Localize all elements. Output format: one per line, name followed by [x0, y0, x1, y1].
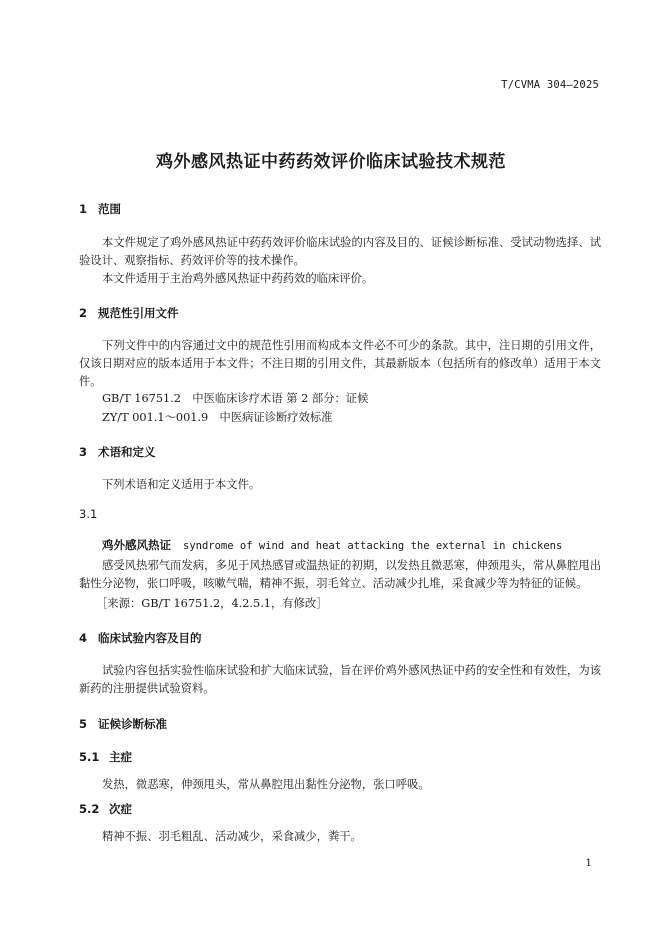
- term-entry: [102, 537, 562, 553]
- term-english: syndrome of wind and heat attacking the external in chickens: [183, 540, 563, 552]
- section-number: 5: [79, 717, 88, 731]
- section-title: 规范性引用文件: [98, 306, 179, 320]
- term-chinese: 鸡外感风热证: [102, 538, 171, 552]
- section-4-paragraph-1: 试验内容包括实验性临床试验和扩大临床试验，旨在评价鸡外感风热证中药的安全性和有效性，为该新药的注册提供试验资料。: [79, 664, 601, 695]
- section-2-paragraph-1: 下列文件中的内容通过文中的规范性引用而构成本文件必不可少的条款。其中，注日期的引用文件，仅该日期对应的版本适用于本文件；不注日期的引用文件，其最新版本（包括所有的修改单）适用于本文件。: [79, 339, 601, 388]
- subsection-5-2-text: 精神不振、羽毛粗乱、活动减少，采食减少，粪干。: [102, 830, 362, 843]
- section-4-heading: [79, 630, 202, 646]
- subsection-5-2-heading: [79, 801, 132, 817]
- subsection-number: 5.1: [79, 750, 100, 764]
- subsection-5-1-heading: [79, 749, 132, 765]
- standard-code: T/CVMA 304—2025: [501, 79, 599, 91]
- section-title: 术语和定义: [98, 445, 156, 459]
- subsection-3-1-number: 3.1: [79, 507, 98, 521]
- subsection-number: 5.2: [79, 802, 100, 816]
- section-1-heading: [79, 201, 121, 217]
- section-title: 临床试验内容及目的: [98, 631, 202, 645]
- section-3-heading: [79, 444, 156, 460]
- section-title: 范围: [98, 202, 121, 216]
- section-number: 3: [79, 445, 88, 459]
- page-number: 1: [585, 857, 592, 869]
- section-2-heading: [79, 305, 179, 321]
- section-title: 证候诊断标准: [98, 717, 167, 731]
- section-5-heading: [79, 716, 167, 732]
- document-title: 鸡外感风热证中药药效评价临床试验技术规范: [156, 152, 506, 172]
- section-1-paragraph-2: 本文件适用于主治鸡外感风热证中药药效的临床评价。: [102, 272, 374, 285]
- subsection-5-1-text: 发热，微恶寒，伸颈甩头，常从鼻腔甩出黏性分泌物，张口呼吸。: [102, 778, 430, 791]
- section-number: 2: [79, 306, 88, 320]
- reference-item: GB/T 16751.2 中医临床诊疗术语 第 2 部分：证候: [102, 392, 369, 405]
- section-number: 4: [79, 631, 88, 645]
- section-number: 1: [79, 202, 88, 216]
- term-source: ［来源：GB/T 16751.2，4.2.5.1，有修改］: [96, 597, 328, 610]
- section-1-paragraph-1: 本文件规定了鸡外感风热证中药药效评价临床试验的内容及目的、证候诊断标准、受试动物选择、试验设计、观察指标、药效评价等的技术操作。: [79, 236, 601, 267]
- subsection-title: 主症: [109, 750, 132, 764]
- section-3-paragraph-1: 下列术语和定义适用于本文件。: [102, 478, 261, 491]
- term-definition: 感受风热邪气而发病，多见于风热感冒或温热证的初期，以发热且微恶寒，伸颈甩头，常从鼻腔甩出黏性分泌物，张口呼吸，咳嗽气喘，精神不振，羽毛耸立、活动减少扎堆，采食减少等为特征的证候。: [79, 559, 601, 590]
- subsection-title: 次症: [109, 802, 132, 816]
- reference-item: ZY/T 001.1～001.9 中医病证诊断疗效标准: [102, 411, 333, 424]
